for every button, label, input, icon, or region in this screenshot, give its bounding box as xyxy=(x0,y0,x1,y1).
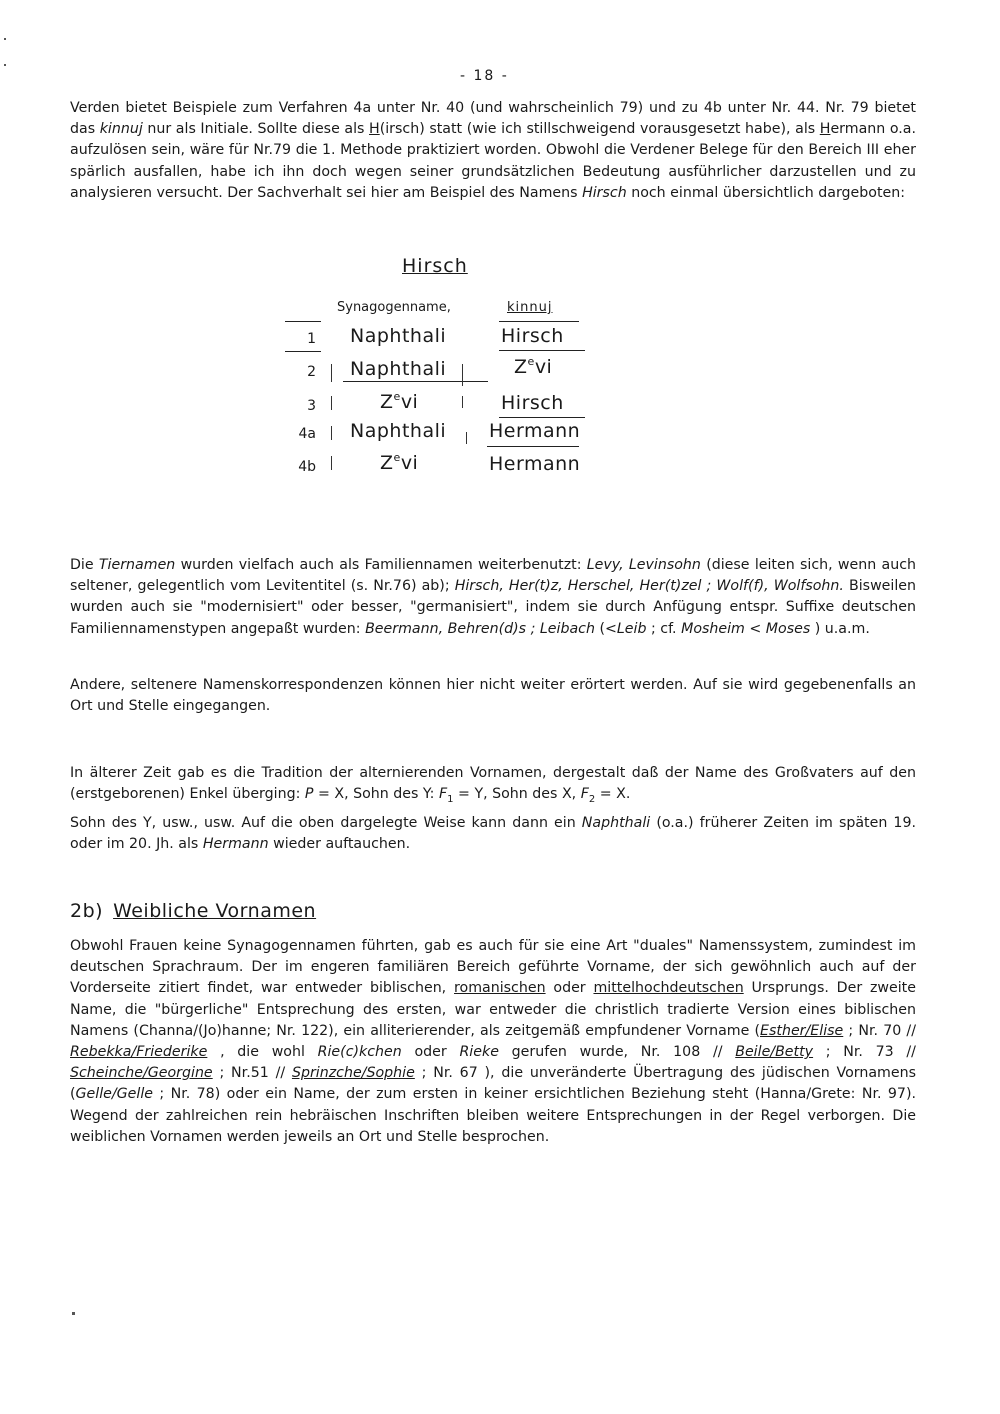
text: Leib xyxy=(616,620,647,637)
kinnuj-name: Hirsch xyxy=(501,392,564,414)
text: wieder auftauchen. xyxy=(268,836,411,853)
divider xyxy=(466,432,467,444)
text: e xyxy=(393,451,401,464)
row-number: 4a xyxy=(298,426,316,442)
divider xyxy=(331,426,332,440)
rule xyxy=(285,321,321,322)
text: (diese leiten sich, wenn auch seltener, gelegentlich vom Levitentitel (s. Nr.76) ab); xyxy=(70,557,916,595)
text: Rie(c)kchen xyxy=(317,1044,402,1061)
text: ; cf. xyxy=(646,620,682,637)
text: = X, Sohn des Y: xyxy=(313,786,439,803)
text: Rebekka/Friederike xyxy=(70,1044,208,1061)
column-header-synagogue: Synagogenname, xyxy=(337,300,451,315)
text: ; Nr.51 // xyxy=(212,1065,292,1082)
divider xyxy=(331,456,332,470)
text: Z xyxy=(380,452,394,474)
text: Naphthali xyxy=(581,815,651,831)
text: noch einmal übersichtlich dargeboten: xyxy=(626,184,906,201)
text: gerufen wurde, Nr. 108 // xyxy=(498,1044,736,1061)
row-number: 4b xyxy=(298,459,316,475)
section-number: 2b) xyxy=(70,900,104,922)
text: In älterer Zeit gab es die Tradition der alternierenden Vornamen, dergestalt daß der Name des Großvaters auf den (erstgeborenen) Enkel überging: xyxy=(70,765,916,803)
section-heading xyxy=(70,900,316,922)
text: ; Nr. 73 // xyxy=(813,1044,916,1061)
text: mittelhochdeutschen xyxy=(593,980,744,997)
section-title: Weibliche Vornamen xyxy=(113,900,317,922)
text: Z xyxy=(380,391,394,413)
divider xyxy=(331,364,332,382)
text: Obwohl Frauen keine Synagogennamen führten, gab es auch für sie eine Art "duales" Namenssystem, zumindest im deutschen Sprachraum. Der im engeren familiären Bereich geführte Vorname, der sich gewöhnlich auch auf der Vorderseite zitiert findet, war entweder biblischen, xyxy=(70,938,916,997)
text: e xyxy=(527,355,535,368)
sohn-paragraph xyxy=(70,813,916,855)
text: = X. xyxy=(595,786,631,803)
text: < xyxy=(744,620,766,637)
text: ; Nr. 70 // xyxy=(843,1022,916,1039)
text: 1 xyxy=(447,794,454,806)
table-title: Hirsch xyxy=(402,255,468,277)
text: (< xyxy=(594,620,617,637)
synagogue-name xyxy=(380,451,418,474)
text: vi xyxy=(400,391,419,413)
text: Tiernamen xyxy=(98,557,176,573)
text: F xyxy=(438,786,448,803)
kinnuj-name: Hermann xyxy=(489,420,581,442)
text: Scheinche/Georgine xyxy=(70,1065,213,1082)
scan-mark xyxy=(4,38,6,40)
text: Gelle/Gelle xyxy=(75,1086,153,1103)
text: Sprinzche/Sophie xyxy=(291,1065,415,1082)
scan-mark xyxy=(4,64,6,66)
text: Rieke xyxy=(459,1044,499,1061)
rule xyxy=(499,321,579,322)
text: Esther/Elise xyxy=(760,1022,844,1039)
text: oder xyxy=(401,1044,460,1061)
text: nur als Initiale. Sollte diese als xyxy=(142,121,370,138)
column-header-kinnuj: kinnuj xyxy=(507,300,553,315)
text: Moses xyxy=(765,620,811,637)
text: Beermann, Behren(d)s ; Leibach xyxy=(365,620,595,637)
rule xyxy=(343,381,488,382)
tradition-paragraph xyxy=(70,763,916,810)
row-number: 3 xyxy=(307,398,316,414)
text: Die xyxy=(70,557,99,573)
text: Verden bietet Beispiele zum Verfahren 4a unter Nr. 40 (und wahrscheinlich 79) und zu 4b unter Nr. 44. Nr. 79 bietet das xyxy=(70,100,916,138)
page-number: - 18 - xyxy=(460,68,509,84)
text: 2 xyxy=(588,794,596,806)
text: (irsch) statt (wie ich stillschweigend vorausgesetzt habe), als xyxy=(379,121,820,138)
text: kinnuj xyxy=(99,121,143,138)
synagogue-name: Naphthali xyxy=(350,420,447,442)
text: Mosheim xyxy=(681,620,745,637)
synagogue-name: Naphthali xyxy=(350,358,447,380)
text: wurden vielfach auch als Familiennamen weiterbenutzt: xyxy=(175,557,587,573)
divider xyxy=(462,396,463,408)
text: vi xyxy=(400,452,419,474)
rule xyxy=(499,417,585,418)
text: ) u.a.m. xyxy=(810,620,870,637)
text: , die wohl xyxy=(207,1044,318,1061)
text: romanischen xyxy=(454,980,546,997)
kinnuj-name: Hermann xyxy=(489,453,581,475)
text: e xyxy=(393,390,401,403)
text: F xyxy=(580,786,589,803)
text: Sohn des Y, usw., usw. Auf die oben dargelegte Weise kann dann ein xyxy=(70,815,582,831)
kinnuj-name xyxy=(514,355,552,378)
text: Levy, Levinsohn xyxy=(586,557,701,573)
tiernamen-paragraph xyxy=(70,555,916,640)
weibliche-vornamen-paragraph xyxy=(70,936,916,1148)
text: ermann o.a. aufzulösen sein, wäre für Nr.79 die 1. Methode praktiziert worden. Obwohl die Verdener Belege für den Bereich III eher spärlich ausfallen, habe ich ihn doch wegen seiner grundsätzlichen Bedeutung ausführlicher darzustellen und zu analysieren versucht. Der Sachverhalt sei hier am Beispiel des Namens xyxy=(70,121,916,201)
text: oder xyxy=(545,980,594,997)
intro-paragraph xyxy=(70,98,916,204)
text: (o.a.) früherer Zeiten im späten 19. oder im 20. Jh. als xyxy=(70,815,916,853)
rule xyxy=(285,351,321,352)
scan-mark xyxy=(72,1312,75,1315)
rule xyxy=(487,446,579,447)
rule xyxy=(499,350,585,351)
andere-paragraph: Andere, seltenere Namenskorrespondenzen können hier nicht weiter erörtert werden. Auf sie wird gegebenenfalls an Ort und Stelle eingegangen. xyxy=(70,677,916,715)
row-number: 2 xyxy=(307,364,316,380)
text: Hirsch, Her(t)z, Herschel, Her(t)zel ; Wolf(f), Wolfsohn. xyxy=(454,578,844,595)
text: P xyxy=(304,786,314,803)
text: Bisweilen wurden auch sie "modernisiert" oder besser, "germanisiert", indem sie durch Anfügung entspr. Suffixe deutschen Familiennamenstypen angepaßt wurden: xyxy=(70,578,917,637)
text: Beile/Betty xyxy=(735,1044,814,1061)
text: ; Nr. 67 ), die unveränderte Übertragung des jüdischen Vornamens ( xyxy=(70,1065,916,1103)
text: H xyxy=(369,121,380,138)
divider xyxy=(462,364,463,386)
text: Hermann xyxy=(202,836,269,853)
text: ; Nr. 78) oder ein Name, der zum ersten in keiner ersichtlichen Beziehung steht (Hanna/Grete: Nr. 97). Wegend der zahlreichen rein hebräischen Inschriften bleiben weitere Entsprechungen in der Regel verborgen. Die weiblichen Vornamen werden jeweils an Ort und Stelle besprochen. xyxy=(70,1086,916,1145)
row-number: 1 xyxy=(307,331,316,347)
synagogue-name xyxy=(380,390,418,413)
synagogue-name: Naphthali xyxy=(350,325,447,347)
text: = Y, Sohn des X, xyxy=(453,786,581,803)
text: Ursprungs. Der zweite Name, die "bürgerliche" Entsprechung des ersten, war entweder die christlich tradierte Version eines biblischen Namens (Channa/(Jo)hanne; Nr. 122), ein alliterierender, als zeitgemäß empfundener Vorname ( xyxy=(70,980,916,1039)
text: H xyxy=(819,121,831,138)
text: Z xyxy=(514,356,528,378)
kinnuj-name: Hirsch xyxy=(501,325,564,347)
text: vi xyxy=(534,356,553,378)
divider xyxy=(331,396,332,410)
text: Hirsch xyxy=(582,184,627,201)
